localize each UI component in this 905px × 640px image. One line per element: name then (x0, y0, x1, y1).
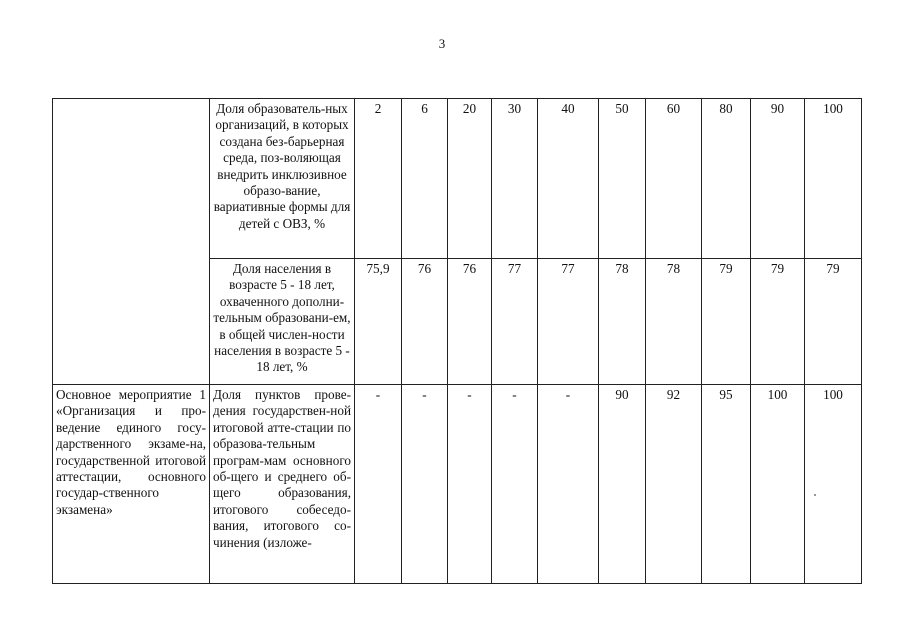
value-cell: 75,9 (355, 259, 402, 385)
value-cell: 30 (492, 99, 538, 259)
value-cell: 79 (751, 259, 805, 385)
value-cell: 100 (751, 385, 805, 584)
value-cell: - (355, 385, 402, 584)
activity-cell (53, 99, 210, 385)
value-cell: 40 (538, 99, 599, 259)
activity-cell: Основное мероприятие 1 «Организация и про-ведение единого госу-дарственного экзаме-на, государственной итоговой аттестации, основного государ-ственного экзамена» (53, 385, 210, 584)
scan-speck (814, 494, 816, 496)
page-number: 3 (438, 36, 446, 51)
value-cell: 79 (805, 259, 862, 385)
table-row (53, 385, 862, 584)
value-cell: 76 (448, 259, 492, 385)
value-cell: 80 (702, 99, 751, 259)
value-cell: - (492, 385, 538, 584)
indicator-cell: Доля пунктов прове-дения государствен-ной итоговой атте-стации по образова-тельным програм-мам основного об-щего и среднего об-щего образования, итогового собеседо-вания, итогового со-чинения (изложе- (210, 385, 355, 584)
indicators-table (52, 98, 862, 584)
value-cell: 6 (402, 99, 448, 259)
value-cell: 78 (599, 259, 646, 385)
value-cell: 77 (538, 259, 599, 385)
value-cell: 20 (448, 99, 492, 259)
value-cell: 90 (599, 385, 646, 584)
value-cell: - (448, 385, 492, 584)
value-cell: - (538, 385, 599, 584)
value-cell: 60 (646, 99, 702, 259)
value-cell: 2 (355, 99, 402, 259)
value-cell: 78 (646, 259, 702, 385)
value-cell: 77 (492, 259, 538, 385)
value-cell: 90 (751, 99, 805, 259)
value-cell: - (402, 385, 448, 584)
table-row (53, 99, 862, 259)
value-cell: 92 (646, 385, 702, 584)
value-cell: 100 (805, 99, 862, 259)
value-cell: 100 (805, 385, 862, 584)
value-cell: 76 (402, 259, 448, 385)
value-cell: 79 (702, 259, 751, 385)
value-cell: 50 (599, 99, 646, 259)
value-cell: 95 (702, 385, 751, 584)
indicator-cell: Доля образователь-ных организаций, в которых создана без-барьерная среда, поз-воляющая внедрить инклюзивное образо-вание, вариативные формы для детей с ОВЗ, % (210, 99, 355, 259)
indicator-cell: Доля населения в возрасте 5 - 18 лет, охваченного дополни-тельным образовани-ем, в общей числен-ности населения в возрасте 5 - 18 лет, % (210, 259, 355, 385)
